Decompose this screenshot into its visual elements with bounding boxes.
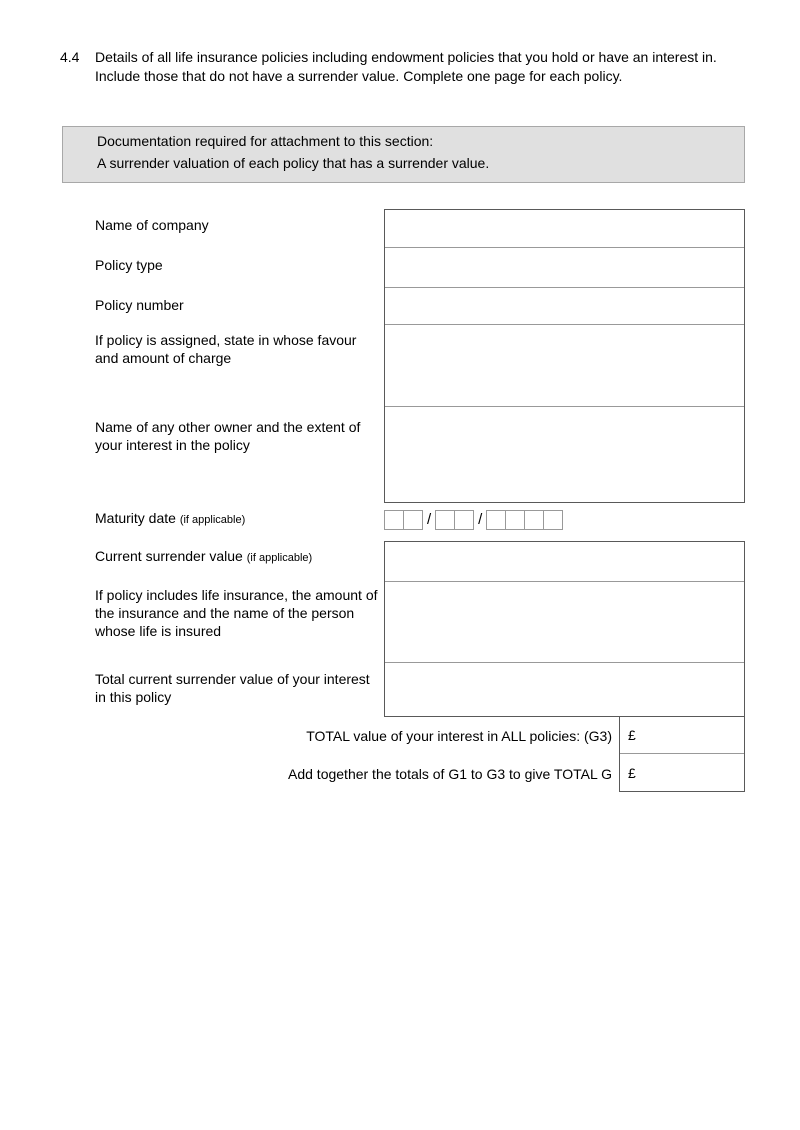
label-current-surrender-value	[95, 547, 381, 567]
label-maturity-date-suffix: (if applicable)	[179, 514, 246, 526]
total-g-field[interactable]	[620, 754, 744, 791]
date-cell[interactable]	[543, 510, 563, 530]
section-number: 4.4	[60, 49, 80, 65]
label-total-g3: TOTAL value of your interest in ALL policies: (G3)	[306, 728, 612, 744]
date-separator: /	[427, 511, 432, 528]
documentation-note-body: A surrender valuation of each policy that has a surrender value.	[97, 155, 490, 171]
date-separator: /	[478, 511, 483, 528]
totals-stack	[619, 716, 745, 792]
label-name-of-company: Name of company	[95, 217, 209, 233]
current-surrender-value-field[interactable]	[385, 542, 744, 582]
policy-type-field[interactable]	[385, 248, 744, 288]
total-current-surrender-field[interactable]	[385, 663, 744, 716]
label-policy-number: Policy number	[95, 297, 184, 313]
lower-field-stack	[384, 541, 745, 717]
label-current-surrender-value-main: Current surrender value	[95, 548, 243, 564]
label-policy-assigned: If policy is assigned, state in whose favour and amount of charge	[95, 332, 357, 366]
date-cell[interactable]	[403, 510, 423, 530]
label-maturity-date	[95, 509, 381, 529]
date-cell[interactable]	[454, 510, 474, 530]
date-cell[interactable]	[486, 510, 506, 530]
date-cell[interactable]	[505, 510, 525, 530]
date-cell[interactable]	[524, 510, 544, 530]
label-current-surrender-value-suffix: (if applicable)	[246, 552, 313, 564]
total-g3-field[interactable]	[620, 717, 744, 754]
date-cell[interactable]	[384, 510, 404, 530]
maturity-month-cells	[435, 510, 473, 530]
maturity-year-cells	[486, 510, 562, 530]
label-total-g: Add together the totals of G1 to G3 to give TOTAL G	[288, 766, 612, 782]
upper-field-stack	[384, 209, 745, 503]
label-total-current-surrender: Total current surrender value of your interest in this policy	[95, 671, 370, 705]
label-maturity-date-main: Maturity date	[95, 510, 176, 526]
section-heading	[60, 48, 746, 86]
label-other-owner: Name of any other owner and the extent of your interest in the policy	[95, 419, 361, 453]
life-insurance-field[interactable]	[385, 582, 744, 663]
policy-assigned-field[interactable]	[385, 325, 744, 407]
label-life-insurance: If policy includes life insurance, the amount of the insurance and the name of the person whose life is insured	[95, 587, 378, 639]
pound-sign-total-g: £	[628, 764, 636, 781]
section-description: Details of all life insurance policies including endowment policies that you hold or have an interest in. Include those that do not have a surrender value. Complete one page for each policy.	[95, 49, 717, 84]
other-owner-field[interactable]	[385, 407, 744, 502]
policy-number-field[interactable]	[385, 288, 744, 325]
label-policy-type: Policy type	[95, 257, 163, 273]
date-cell[interactable]	[435, 510, 455, 530]
pound-sign-g3: £	[628, 727, 636, 743]
maturity-date-field	[384, 510, 562, 530]
documentation-note-title: Documentation required for attachment to this section:	[97, 133, 434, 149]
name-of-company-field[interactable]	[385, 210, 744, 248]
maturity-day-cells	[384, 510, 422, 530]
documentation-note-box	[62, 126, 745, 183]
